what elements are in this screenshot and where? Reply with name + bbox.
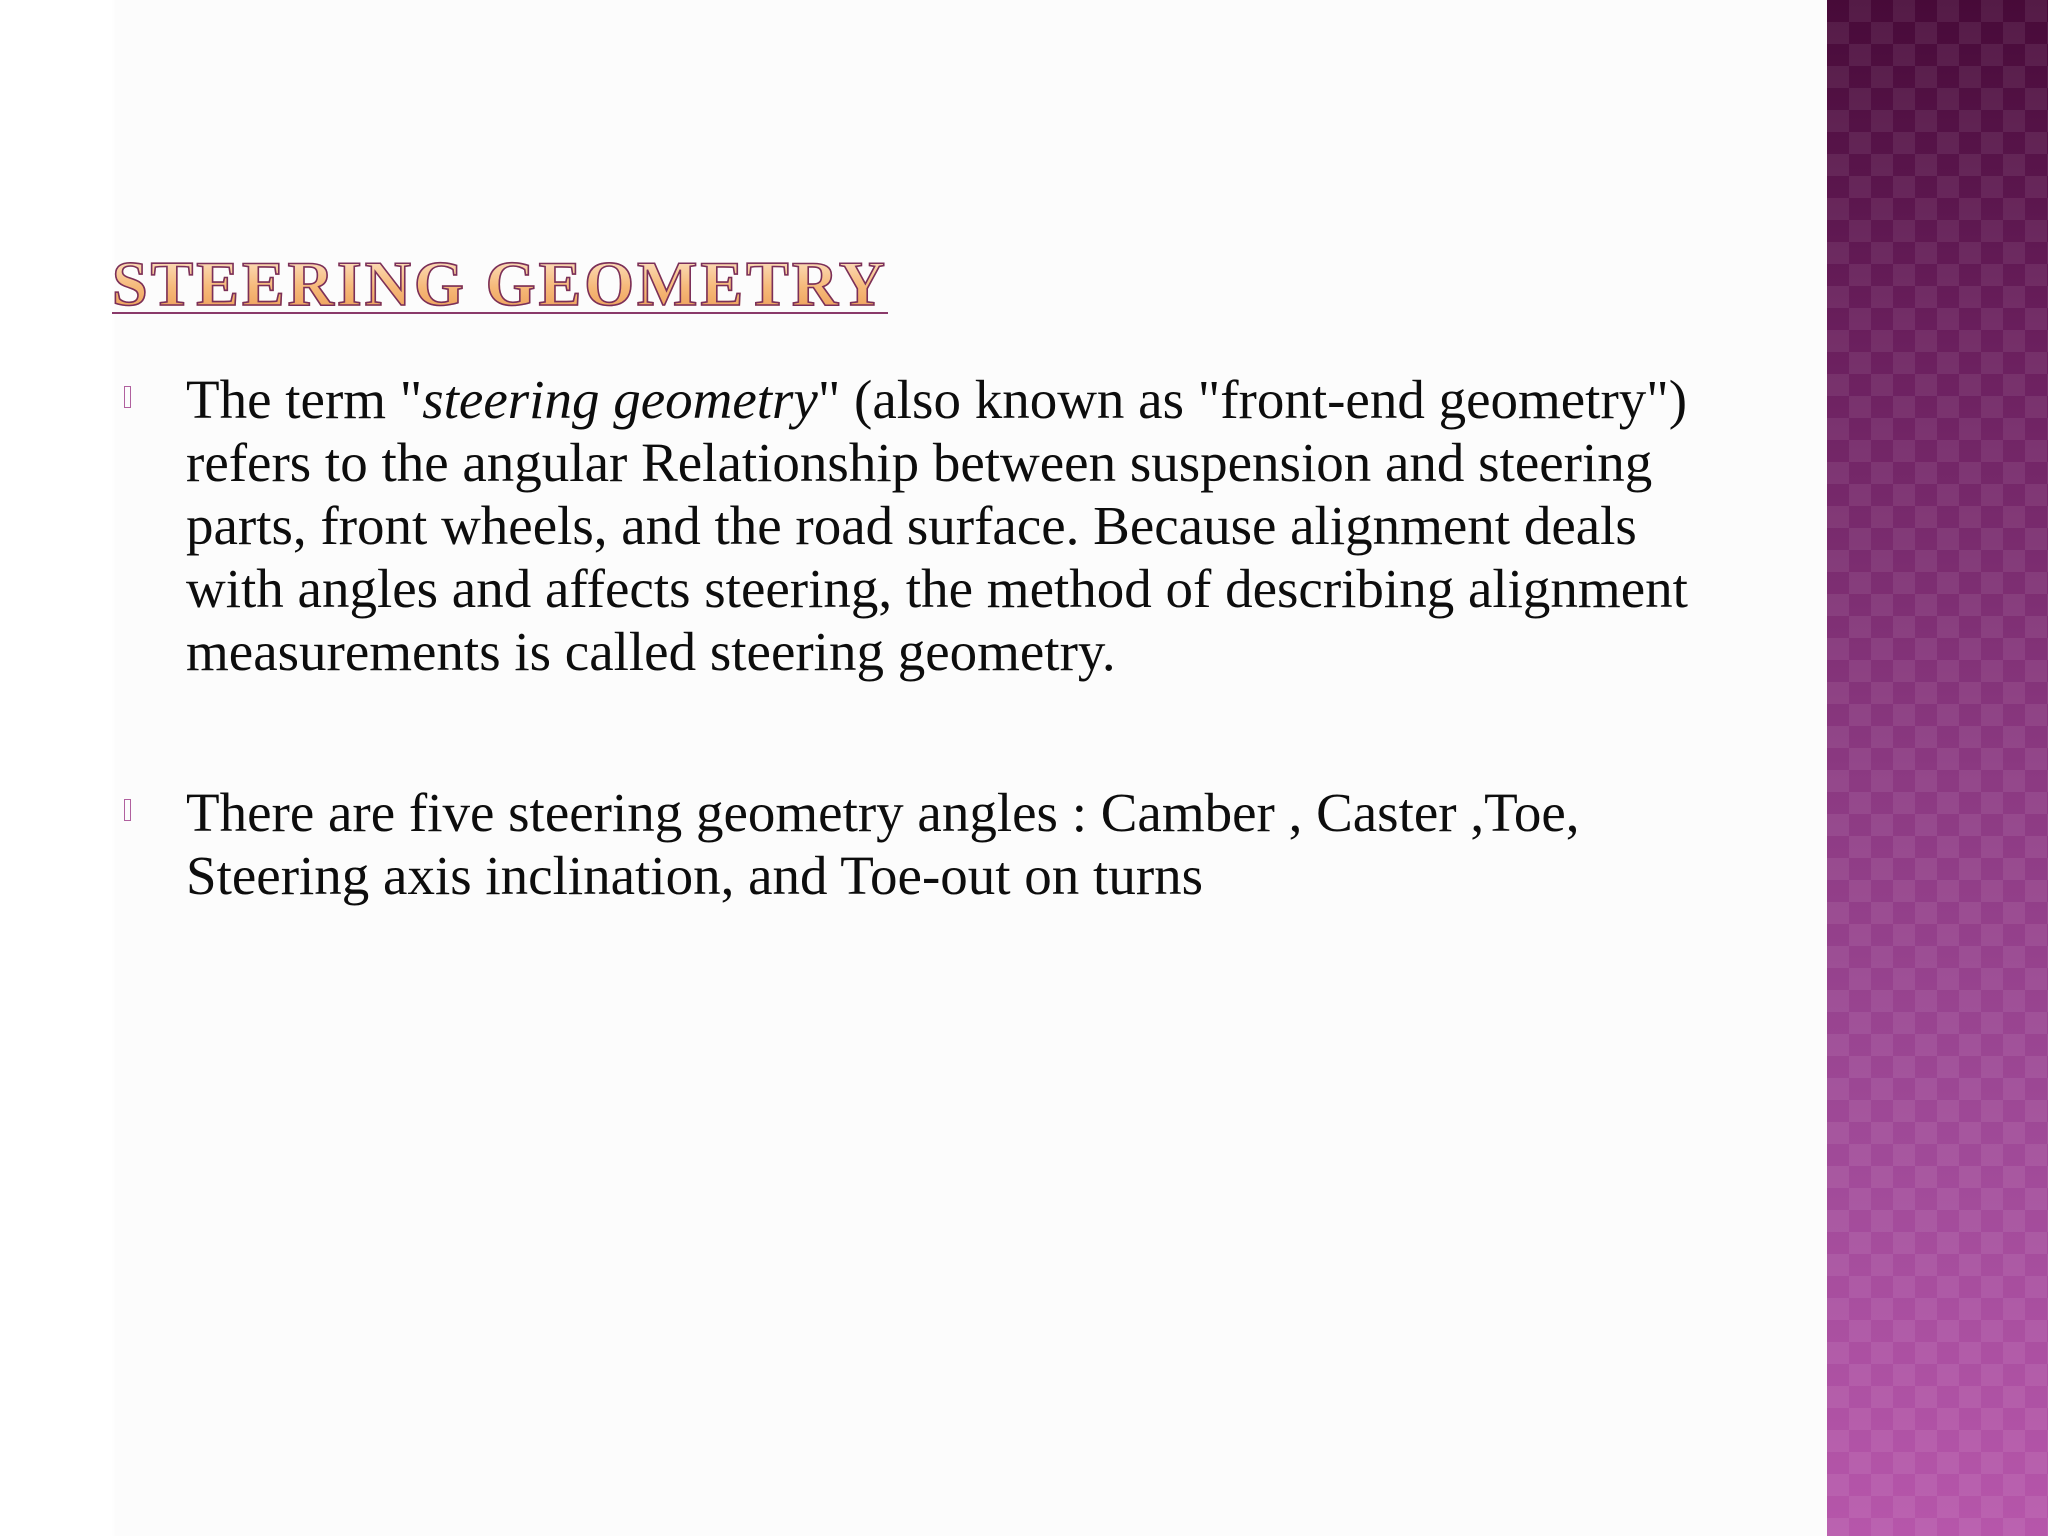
square-bullet-icon — [124, 386, 131, 408]
bullet-text-end: " (also known as "front-end geometry") refers to the angular Relationship between suspension and steering parts, front wheels, and the road surface. Because alignment deals with angles and affects steering, the method of describing alignment measurements is called steering geometry. — [186, 369, 1688, 682]
slide-title: STEERING GEOMETRY — [112, 248, 888, 319]
bullet-text — [186, 368, 1720, 683]
bullet-text: There are five steering geometry angles : Camber , Caster ,Toe, Steering axis inclination, and Toe-out on turns — [186, 782, 1580, 906]
bullet-item-definition — [120, 368, 1720, 683]
bullet-list — [120, 368, 1720, 907]
decorative-side-band — [1827, 0, 2048, 1536]
bullet-text-emphasis: steering geometry — [422, 369, 818, 430]
bullet-text-start: The term " — [186, 369, 423, 430]
bullet-item-angles — [120, 781, 1720, 907]
square-bullet-icon — [124, 799, 131, 821]
